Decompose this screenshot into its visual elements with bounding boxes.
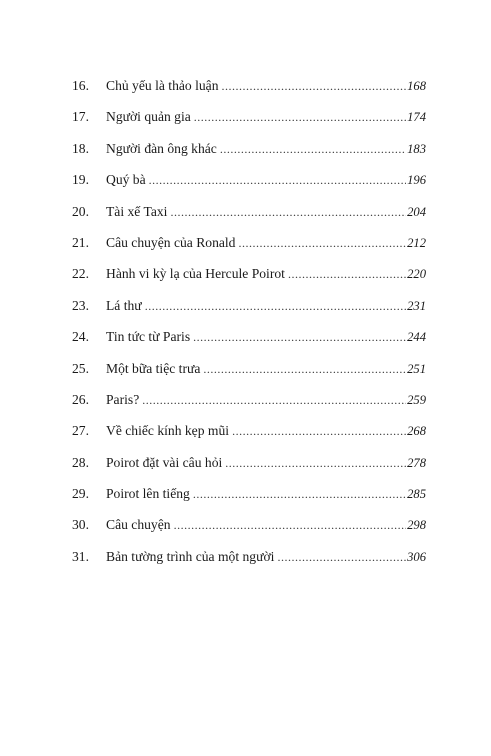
page-number: 231 [407, 298, 426, 313]
dot-leader [220, 139, 406, 159]
chapter-number: 17. [72, 109, 89, 125]
page-number: 306 [407, 549, 426, 564]
chapter-title: Hành vi kỳ lạ của Hercule Poirot [106, 266, 285, 282]
toc-entry [72, 107, 426, 138]
page-number: 168 [407, 79, 426, 93]
page-number: 183 [407, 141, 426, 156]
chapter-title: Poirot lên tiếng [106, 486, 190, 502]
toc-entry [72, 139, 426, 170]
toc-entry [72, 202, 426, 233]
page-number: 220 [407, 267, 426, 282]
chapter-number: 18. [72, 140, 89, 156]
chapter-title: Chủ yếu là thảo luận [106, 78, 219, 93]
chapter-title: Một bữa tiệc trưa [106, 360, 201, 376]
chapter-title: Bản tường trình của một người [106, 548, 275, 564]
chapter-title: Câu chuyện của Ronald [106, 234, 236, 250]
chapter-title: Tin tức từ Paris [106, 329, 191, 345]
dot-leader [174, 515, 407, 535]
dot-leader [277, 547, 406, 567]
dot-leader [203, 359, 406, 379]
page-number: 244 [407, 330, 426, 345]
toc-entry [72, 359, 426, 390]
chapter-number: 22. [72, 266, 89, 282]
page-number: 251 [407, 361, 426, 376]
page-number: 259 [407, 392, 426, 407]
page-number: 212 [407, 235, 426, 250]
toc-entry [72, 484, 426, 515]
chapter-number: 24. [72, 329, 89, 345]
chapter-number: 20. [72, 203, 89, 219]
toc-entry [72, 264, 426, 295]
chapter-title: Quý bà [106, 172, 146, 188]
toc-entry [72, 170, 426, 201]
chapter-title: Poirot đặt vài câu hỏi [106, 454, 223, 470]
chapter-title: Paris? [106, 391, 140, 407]
dot-leader [288, 264, 406, 284]
toc-entry [72, 327, 426, 358]
chapter-title: Về chiếc kính kẹp mũi [106, 423, 230, 439]
toc-entry [72, 515, 426, 546]
dot-leader [238, 233, 406, 253]
toc-entry [72, 421, 426, 452]
dot-leader [170, 202, 406, 222]
page-number: 196 [407, 173, 426, 188]
chapter-number: 29. [72, 486, 89, 502]
page-number: 278 [407, 455, 426, 470]
chapter-number: 28. [72, 454, 89, 470]
chapter-title: Lá thư [106, 297, 142, 313]
dot-leader [222, 76, 407, 96]
toc-entry [72, 390, 426, 421]
chapter-number: 25. [72, 360, 89, 376]
chapter-number: 31. [72, 548, 89, 564]
chapter-number: 16. [72, 78, 89, 93]
page-number: 285 [407, 487, 426, 502]
dot-leader [193, 484, 406, 504]
dot-leader [142, 390, 406, 410]
dot-leader [145, 296, 406, 316]
dot-leader [149, 170, 406, 190]
page-number: 174 [407, 110, 426, 125]
chapter-number: 30. [72, 517, 89, 533]
chapter-number: 23. [72, 297, 89, 313]
chapter-title: Người đàn ông khác [106, 140, 217, 156]
toc-entry [72, 296, 426, 327]
table-of-contents [72, 76, 426, 578]
chapter-number: 27. [72, 423, 89, 439]
dot-leader [225, 453, 406, 473]
toc-entry [72, 453, 426, 484]
page-number: 298 [407, 518, 426, 533]
dot-leader [232, 421, 406, 441]
dot-leader [194, 107, 406, 127]
chapter-title: Người quản gia [106, 109, 191, 125]
dot-leader [193, 327, 406, 347]
chapter-number: 26. [72, 391, 89, 407]
page-number: 204 [407, 204, 426, 219]
chapter-title: Tài xế Taxi [106, 203, 168, 219]
chapter-number: 21. [72, 234, 89, 250]
toc-entry [72, 233, 426, 264]
toc-entry [72, 76, 426, 107]
chapter-number: 19. [72, 172, 89, 188]
chapter-title: Câu chuyện [106, 517, 171, 533]
toc-entry [72, 547, 426, 578]
page-number: 268 [407, 424, 426, 439]
